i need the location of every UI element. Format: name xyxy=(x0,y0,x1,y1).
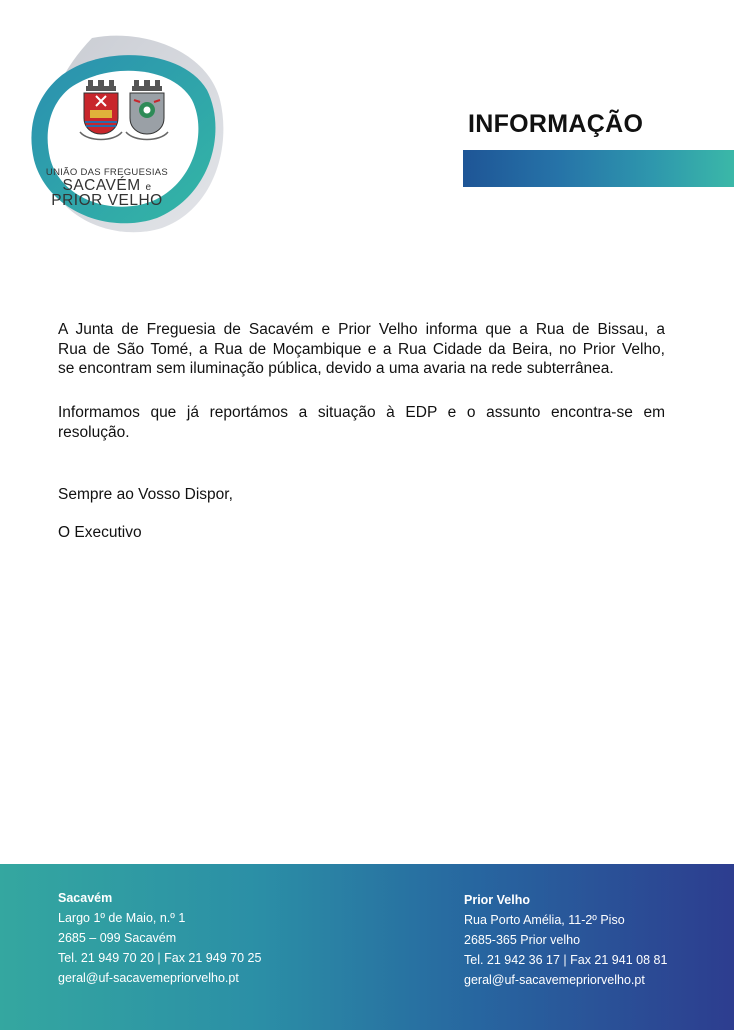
logo-text-prior-velho: PRIOR VELHO xyxy=(51,192,163,209)
status-paragraph: Informamos que já reportámos a situação à EDP e o assunto encontra-se em resolução. xyxy=(58,404,665,441)
footer-phones: Tel. 21 942 36 17 | Fax 21 941 08 81 xyxy=(464,953,668,967)
footer-address: Rua Porto Amélia, 11-2º Piso xyxy=(464,913,625,927)
footer-heading: Sacavém xyxy=(58,891,113,905)
page-title: INFORMAÇÃO xyxy=(468,110,644,138)
paragraph-line: Rua de São Tomé, a Rua de Moçambique e a Rua Cidade da Beira, no Prior Velho, xyxy=(58,340,665,358)
footer-email[interactable]: geral@uf-sacavemepriorvelho.pt xyxy=(58,971,239,985)
footer-sacavem-contact xyxy=(58,888,261,988)
footer-prior-velho-contact xyxy=(464,890,667,990)
footer-heading: Prior Velho xyxy=(464,893,530,907)
title-accent-bar xyxy=(463,150,734,187)
signature-text: O Executivo xyxy=(58,524,142,541)
footer-address: Largo 1º de Maio, n.º 1 xyxy=(58,911,186,925)
footer-phones: Tel. 21 949 70 20 | Fax 21 949 70 25 xyxy=(58,951,262,965)
announcement-paragraph xyxy=(58,320,665,379)
logo-text-sacavem: SACAVÉM e xyxy=(62,177,152,194)
parish-logo xyxy=(22,30,232,235)
footer-postal-code: 2685-365 Prior velho xyxy=(464,933,581,947)
paragraph-line: A Junta de Freguesia de Sacavém e Prior Velho informa que a Rua de Bissau, a xyxy=(58,321,665,338)
footer-email[interactable]: geral@uf-sacavemepriorvelho.pt xyxy=(464,973,645,987)
closing-text: Sempre ao Vosso Dispor, xyxy=(58,486,233,503)
logo-text-union: UNIÃO DAS FREGUESIAS xyxy=(45,167,169,178)
paragraph-line: se encontram sem iluminação pública, devido a uma avaria na rede subterrânea. xyxy=(58,360,614,377)
footer-postal-code: 2685 – 099 Sacavém xyxy=(58,931,177,945)
footer xyxy=(0,864,734,1030)
